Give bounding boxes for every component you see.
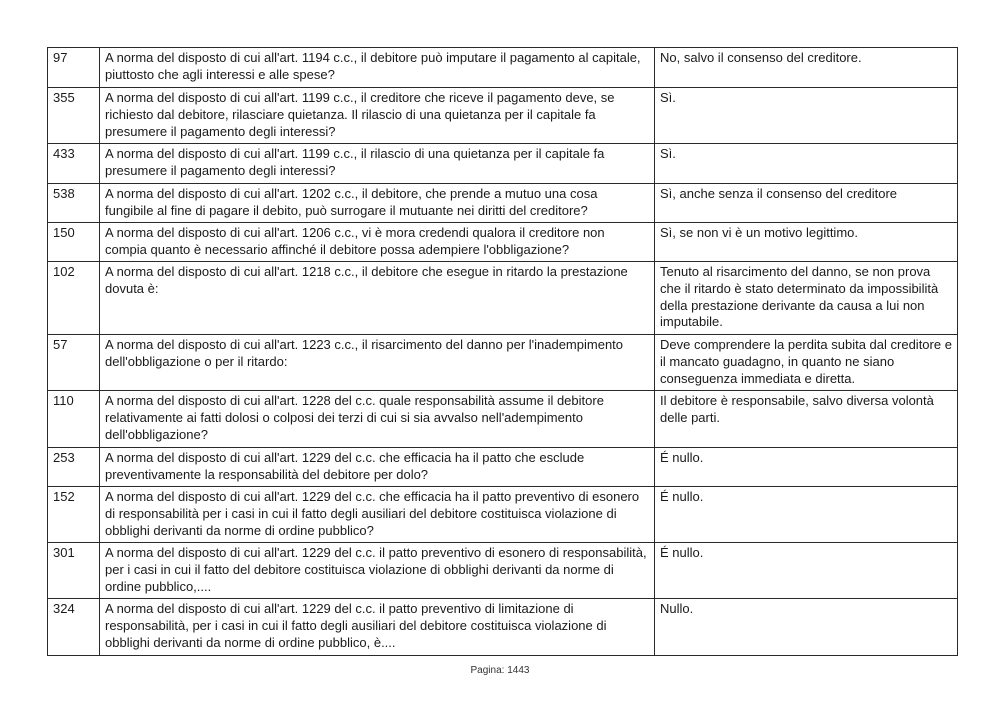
question-text: A norma del disposto di cui all'art. 1223 c.c., il risarcimento del danno per l'inadempimento dell'obbligazione o per il ritardo: xyxy=(100,335,655,391)
question-number: 355 xyxy=(48,88,100,144)
answer-text: É nullo. xyxy=(655,448,958,487)
question-text: A norma del disposto di cui all'art. 1229 del c.c. che efficacia ha il patto che esclude preventivamente la responsabilità del debitore per dolo? xyxy=(100,448,655,487)
question-number: 324 xyxy=(48,599,100,656)
question-text: A norma del disposto di cui all'art. 1229 del c.c. il patto preventivo di limitazione di responsabilità, per i casi in cui il fatto degli ausiliari del debitore costituisca violazione di obblighi derivanti da norme di ordine pubblico, è.... xyxy=(100,599,655,656)
page-number: Pagina: 1443 xyxy=(470,665,530,676)
answer-text: Nullo. xyxy=(655,599,958,656)
question-number: 301 xyxy=(48,543,100,599)
answer-text: Deve comprendere la perdita subita dal creditore e il mancato guadagno, in quanto ne siano conseguenza immediata e diretta. xyxy=(655,335,958,391)
question-answer-table xyxy=(47,47,958,656)
answer-text: É nullo. xyxy=(655,543,958,599)
answer-text: Tenuto al risarcimento del danno, se non prova che il ritardo è stato determinato da impossibilità della prestazione derivante da causa a lui non imputabile. xyxy=(655,262,958,335)
answer-text: É nullo. xyxy=(655,487,958,543)
table-row xyxy=(48,88,958,144)
question-number: 150 xyxy=(48,223,100,262)
answer-text: Il debitore è responsabile, salvo diversa volontà delle parti. xyxy=(655,391,958,448)
question-text: A norma del disposto di cui all'art. 1228 del c.c. quale responsabilità assume il debitore relativamente ai fatti dolosi o colposi dei terzi di cui si sia avvalso nell'adempimento dell'obbligazione? xyxy=(100,391,655,448)
question-text: A norma del disposto di cui all'art. 1202 c.c., il debitore, che prende a mutuo una cosa fungibile al fine di pagare il debito, può surrogare il mutuante nei diritti del creditore? xyxy=(100,184,655,223)
table-row xyxy=(48,599,958,656)
question-number: 433 xyxy=(48,144,100,184)
answer-text: No, salvo il consenso del creditore. xyxy=(655,48,958,88)
table-row xyxy=(48,184,958,223)
question-number: 110 xyxy=(48,391,100,448)
table-row xyxy=(48,48,958,88)
table-row xyxy=(48,543,958,599)
table-row xyxy=(48,487,958,543)
table-row xyxy=(48,223,958,262)
table-row xyxy=(48,144,958,184)
table-row xyxy=(48,391,958,448)
question-number: 57 xyxy=(48,335,100,391)
question-text: A norma del disposto di cui all'art. 1229 del c.c. che efficacia ha il patto preventivo di esonero di responsabilità per i casi in cui il fatto degli ausiliari del debitore costituisca violazione di obblighi derivanti da norme di ordine pubblico? xyxy=(100,487,655,543)
question-text: A norma del disposto di cui all'art. 1194 c.c., il debitore può imputare il pagamento al capitale, piuttosto che agli interessi e alle spese? xyxy=(100,48,655,88)
question-text: A norma del disposto di cui all'art. 1199 c.c., il rilascio di una quietanza per il capitale fa presumere il pagamento degli interessi? xyxy=(100,144,655,184)
question-text: A norma del disposto di cui all'art. 1206 c.c., vi è mora credendi qualora il creditore non compia quanto è necessario affinché il debitore possa adempiere l'obbligazione? xyxy=(100,223,655,262)
question-number: 102 xyxy=(48,262,100,335)
question-text: A norma del disposto di cui all'art. 1229 del c.c. il patto preventivo di esonero di responsabilità, per i casi in cui il fatto del debitore costituisca violazione di obblighi derivanti da norme di ordine pubblico,.... xyxy=(100,543,655,599)
table-row xyxy=(48,262,958,335)
question-text: A norma del disposto di cui all'art. 1199 c.c., il creditore che riceve il pagamento deve, se richiesto dal debitore, rilasciare quietanza. Il rilascio di una quietanza per il capitale fa presumere il pagamento degli interessi? xyxy=(100,88,655,144)
question-number: 152 xyxy=(48,487,100,543)
answer-text: Sì, anche senza il consenso del creditore xyxy=(655,184,958,223)
question-text: A norma del disposto di cui all'art. 1218 c.c., il debitore che esegue in ritardo la prestazione dovuta è: xyxy=(100,262,655,335)
answer-text: Sì. xyxy=(655,144,958,184)
answer-text: Sì, se non vi è un motivo legittimo. xyxy=(655,223,958,262)
answer-text: Sì. xyxy=(655,88,958,144)
question-number: 253 xyxy=(48,448,100,487)
table-row xyxy=(48,335,958,391)
table-row xyxy=(48,448,958,487)
question-number: 538 xyxy=(48,184,100,223)
question-number: 97 xyxy=(48,48,100,88)
